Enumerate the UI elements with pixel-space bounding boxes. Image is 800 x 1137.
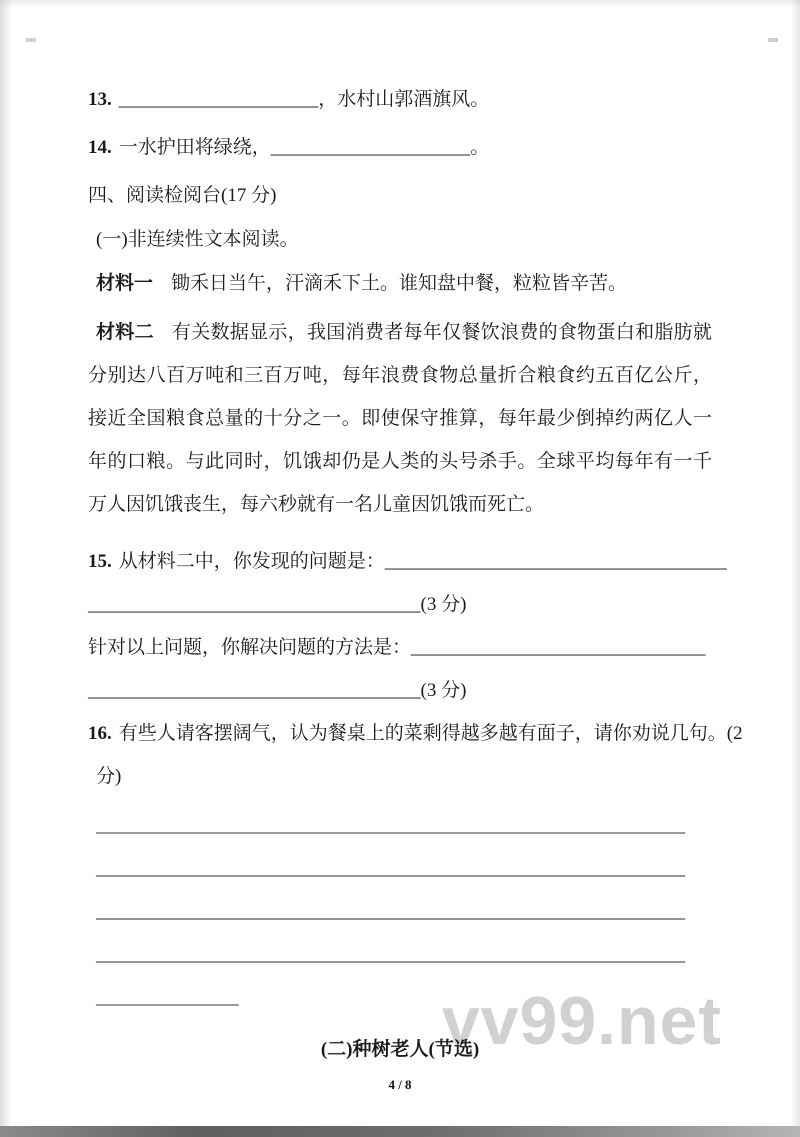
subsection-1-heading — [96, 226, 712, 254]
question-15-blank-4: ___________________________________ — [88, 680, 421, 701]
answer-line: ______________________________________________________________ — [96, 858, 685, 879]
section-4-heading — [88, 182, 712, 210]
question-15-blank-3: _______________________________ — [411, 637, 706, 658]
answer-line: ______________________________________________________________ — [96, 815, 685, 836]
question-15-line-1 — [88, 540, 727, 583]
question-15-method-label: 针对以上问题，你解决问题的方法是： — [88, 637, 412, 658]
answer-line: ______________________________________________________________ — [96, 901, 685, 922]
question-15-blank-2: ___________________________________ — [88, 594, 421, 615]
question-13-blank: _____________________ — [118, 89, 319, 110]
question-15-line-2 — [88, 583, 712, 626]
section-4-title: 四、阅读检阅台(17 分) — [88, 185, 277, 206]
question-16-line-1 — [88, 712, 743, 755]
scan-edge-bottom — [0, 1126, 800, 1137]
answer-line: _______________ — [96, 987, 239, 1008]
question-15-label: 从材料二中，你发现的问题是： — [118, 551, 385, 572]
material-2 — [88, 311, 712, 526]
question-14-tail: 。 — [470, 137, 490, 158]
question-15-number: 15. — [88, 551, 112, 572]
question-14-number: 14. — [88, 137, 112, 158]
question-15-score-1: (3 分) — [420, 594, 467, 615]
question-15-line-4 — [88, 669, 712, 712]
question-15-blank-1: ____________________________________ — [384, 551, 727, 572]
question-15-line-3 — [88, 626, 712, 669]
subsection-1-title: (一)非连续性文本阅读。 — [96, 229, 299, 250]
question-16-text: 有些人请客摆阔气，认为餐桌上的菜剩得越多越有面子，请你劝说几句。(2 — [118, 723, 743, 744]
material-2-text: 有关数据显示，我国消费者每年仅餐饮浪费的食物蛋白和脂肪就分别达八百万吨和三百万吨，每年浪费食物总量折合粮食约五百亿公斤，接近全国粮食总量的十分之一。即使保守推算，每年最少倒掉约两亿人一年的口粮。与此同时，饥饿却仍是人类的头号杀手。全球平均每年有一千万人因饥饿丧生，每六秒就有一名儿童因饥饿而死亡。 — [88, 322, 712, 515]
question-16-text-wrap: 分) — [96, 766, 122, 787]
answer-line: ______________________________________________________________ — [96, 944, 685, 965]
question-15-score-2: (3 分) — [420, 680, 467, 701]
question-13-number: 13. — [88, 89, 112, 110]
question-14-blank: _____________________ — [270, 137, 471, 158]
question-16-line-2 — [96, 755, 712, 798]
question-13 — [88, 86, 712, 114]
watermark: vv99.net — [441, 983, 722, 1059]
page-number: 4 / 8 — [388, 1077, 412, 1092]
material-1-label: 材料一 — [96, 273, 154, 294]
material-1 — [96, 270, 712, 298]
question-14 — [88, 134, 712, 162]
question-14-text: 一水护田将绿绕， — [118, 137, 271, 158]
question-13-text: ，水村山郭酒旗风。 — [318, 89, 490, 110]
question-16-number: 16. — [88, 723, 112, 744]
subsection-2-title: (二)种树老人(节选) — [320, 1039, 480, 1060]
material-1-text: 锄禾日当午，汗滴禾下土。谁知盘中餐，粒粒皆辛苦。 — [171, 273, 628, 294]
subsection-2-heading — [88, 1035, 712, 1065]
material-2-label: 材料二 — [96, 322, 154, 343]
